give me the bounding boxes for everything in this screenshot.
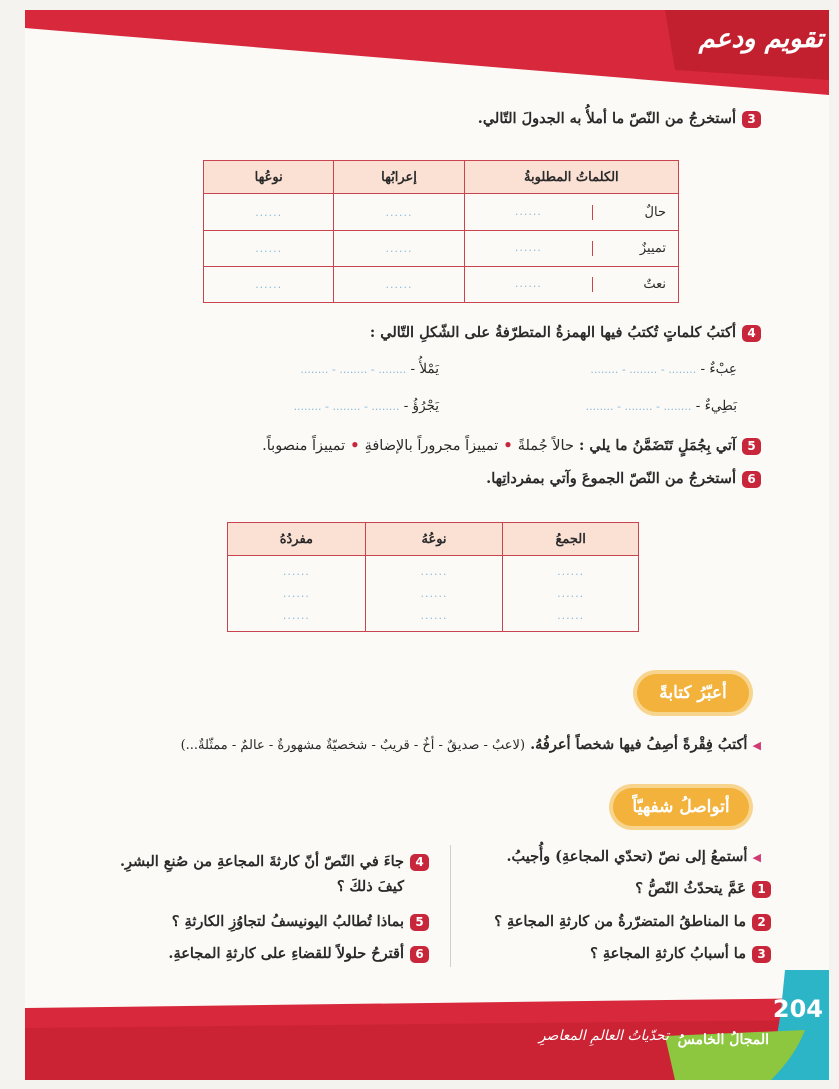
oral-question-4: 4جاءَ في النّصّ أنّ كارثةَ المجاعةِ من صُنعِ البشرِ. xyxy=(120,853,429,871)
question-5-text: آتي بِجُمَلٍ تَتَضَمَّنُ ما يلي : xyxy=(573,437,736,454)
question-5: 5آتي بِجُمَلٍ تَتَضَمَّنُ ما يلي : حالاً جُملةً • تمييزاً مجروراً بالإضافةِ • تمييزاً منصوباً. xyxy=(262,437,761,455)
table-row xyxy=(204,194,679,231)
bullet-icon: • xyxy=(498,437,513,454)
table-cell[interactable]: ...... xyxy=(334,194,464,231)
hamza-line: عِبْءٌ - ........ - ........ - ........ xyxy=(590,361,737,377)
triangle-bullet-icon: ◀ xyxy=(752,739,761,752)
question-number: 5 xyxy=(742,438,761,455)
question-3 xyxy=(478,110,761,128)
q3-table xyxy=(203,160,679,303)
q3-header-parsing: إعرابُها xyxy=(334,161,464,194)
table-cell[interactable]: ...... xyxy=(334,267,464,303)
q6-header-plural: الجمعُ xyxy=(503,523,639,556)
question-6 xyxy=(486,470,761,488)
writing-hint: (لاعبٌ - صديقٌ - أخٌ - قريبٌ - شخصيّةٌ مشهورةٌ - عالمٌ - ممثّلةٌ...) xyxy=(180,738,526,753)
footer-subtitle: تحدّياتُ العالمِ المعاصرِ xyxy=(538,1028,669,1044)
q3-header-words: الكلماتُ المطلوبةُ xyxy=(464,161,678,194)
workbook-page xyxy=(25,10,829,1080)
page-number: 204 xyxy=(772,995,823,1023)
question-4 xyxy=(370,324,761,342)
table-cell: حالٌ ...... xyxy=(464,194,678,231)
question-6-text: أستخرجُ من النّصّ الجموعَ وآتي بمفرداتِها. xyxy=(486,470,736,487)
table-cell[interactable]: ...... ...... ...... xyxy=(228,556,366,632)
table-row xyxy=(204,231,679,267)
writing-pill: أعبّرُ كتابةً xyxy=(637,674,749,712)
table-cell: نعتٌ ...... xyxy=(464,267,678,303)
q6-table xyxy=(227,522,639,632)
q3-header-type: نوعُها xyxy=(204,161,334,194)
triangle-bullet-icon: ◀ xyxy=(752,851,761,864)
question-4-text: أكتبُ كلماتٍ تُكتبُ فيها الهمزةُ المتطرّفةُ على الشّكلِ التّالي : xyxy=(369,324,736,341)
table-cell[interactable]: ...... xyxy=(204,231,334,267)
table-cell[interactable]: ...... xyxy=(204,194,334,231)
hamza-line: بَطِيءٌ - ........ - ........ - ........ xyxy=(585,398,737,414)
question-number: 6 xyxy=(742,471,761,488)
question-3-text: أستخرجُ من النّصّ ما أملأُ به الجدولَ التّالي. xyxy=(477,110,736,127)
oral-question-3: 3ما أسبابُ كارثةِ المجاعةِ ؟ xyxy=(590,945,771,963)
table-cell: تمييزٌ ...... xyxy=(464,231,678,267)
oral-question-1: 1عَمَّ يتحدّثُ النّصُّ ؟ xyxy=(635,880,771,898)
oral-question-2: 2ما المناطقُ المتضرّرةُ من كارثةِ المجاعةِ ؟ xyxy=(494,913,771,931)
header-title: تقويم ودعم xyxy=(698,24,823,54)
oral-question-5: 5بماذا تُطالبُ اليونيسفُ لتجاوُزِ الكارثةِ ؟ xyxy=(172,913,429,931)
table-row xyxy=(204,267,679,303)
hamza-line: يَجْرُؤُ - ........ - ........ - ........ xyxy=(293,398,439,414)
hamza-line: يَمْلأُ - ........ - ........ - ........ xyxy=(300,361,439,377)
bullet-icon: • xyxy=(345,437,360,454)
question-number: 4 xyxy=(742,325,761,342)
column-divider xyxy=(450,845,451,967)
q6-header-type: نوعُهُ xyxy=(365,523,503,556)
q6-header-singular: مفردُهُ xyxy=(228,523,366,556)
footer-domain: المجالُ الخامسُ xyxy=(677,1032,769,1048)
table-cell[interactable]: ...... xyxy=(204,267,334,303)
oral-pill: أتواصلُ شفهيّاً xyxy=(613,788,749,826)
oral-question-4-cont: كيفَ ذلكَ ؟ xyxy=(336,878,404,895)
table-cell[interactable]: ...... ...... ...... xyxy=(365,556,503,632)
table-cell[interactable]: ...... ...... ...... xyxy=(503,556,639,632)
footer-banner xyxy=(25,970,829,1080)
table-row xyxy=(228,556,639,632)
oral-question-6: 6أقترحُ حلولاً للقضاءِ على كارثةِ المجاعةِ. xyxy=(168,945,429,963)
oral-intro: ◀ أستمعُ إلى نصّ (تحدّي المجاعةِ) وأُجيبُ. xyxy=(506,848,761,865)
writing-task: ◀ أكتبُ فِقْرةً أصِفُ فيها شخصاً أعرفُهُ. (لاعبٌ - صديقٌ - أخٌ - قريبٌ - شخصيّةٌ مشهورةٌ - عالمٌ - ممثّلةٌ...) xyxy=(180,736,761,753)
table-cell[interactable]: ...... xyxy=(334,231,464,267)
question-number: 3 xyxy=(742,111,761,128)
